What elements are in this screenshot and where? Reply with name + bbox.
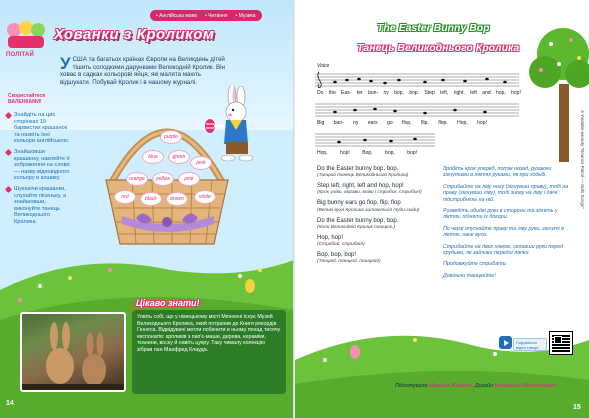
video-link-label[interactable]: Подивіться відео танцю <box>513 338 547 351</box>
lyric-gloss: (Стрибай, стрибай!) <box>317 242 365 248</box>
staff-lyrics-row-1: Do the Eas- ter bun- ny bop, bop. Step left, right, left and hop, hop! <box>317 90 521 96</box>
subject-tags <box>150 10 262 21</box>
list-item: Шукаючи крашанки, слухайте пісеньку, а знайшовши, виконуйте танець Великоднього Кролика. <box>6 186 72 226</box>
dance-step: По черзі опускайте праву та ліву руки, зігнуті в ліктях, наче вуха. <box>443 225 564 239</box>
intro-dropcap: У <box>60 54 71 73</box>
page-title: Хованки з Кроликом <box>54 26 215 43</box>
dance-step: Стрибайте на двох ніжках, склавши руки перед грудьми, як зайчики передні лапки. <box>443 243 564 257</box>
dance-step: Продовжуйте стрибати. <box>443 261 508 268</box>
bullet-icon <box>5 186 12 193</box>
qr-code-icon[interactable] <box>550 332 572 354</box>
song-title-en: The Easter Bunny Bop <box>377 22 490 34</box>
lyric-gloss: (Танцюй, танцюй, танцюй!) <box>317 259 381 265</box>
basket-word-blue: blue <box>142 150 164 164</box>
fact-heading: Цікаво знати! <box>136 298 200 308</box>
right-page <box>295 0 589 418</box>
staff-lyrics-row-3: Hop, hop! Bop, bop, bop! <box>317 150 417 156</box>
source-credit: З Youtube-каналу "Bounce Patrol — Kids Songs" <box>580 110 585 209</box>
intro-text: США та багатьох країнах Європи на Великдень дітей тішить солодкими дарунками Великодній Кролик. Він ховає в садках кольорові яйця, які малята мають відшукати. Побувай Кролик і в нашому журналі. <box>60 56 225 86</box>
dance-step: Розведіть обидві руки в сторони та зігніть у ліктях, підняти їх догори. <box>443 208 558 221</box>
page-number-right: 15 <box>573 404 581 411</box>
lyric-line: Big bunny ears go flop, flip, flop <box>317 200 401 207</box>
song-title-ua: Танець Великоднього Кролика <box>357 42 520 54</box>
lyric-line: Step left, right, left and hop, hop! <box>317 183 404 190</box>
bullet-icon <box>5 112 12 119</box>
magazine-logo-icon <box>4 18 48 52</box>
bunny-figurines-image-icon <box>22 314 126 392</box>
lyrics-english <box>317 166 437 269</box>
tag-english: • Англійська мова <box>156 12 197 19</box>
dance-instructions <box>443 166 573 284</box>
basket-word-black: black <box>140 192 162 206</box>
staff-lyrics-row-2: Big bun- ny ears go flop, flip, flop. Hop, hop! <box>317 120 487 126</box>
basket-word-pink: pink <box>190 156 212 170</box>
logo-subtitle: ПОЛІТАЙ <box>6 52 35 58</box>
basket-word-orange: orange <box>126 172 148 186</box>
green-hills-illustration-right <box>295 300 589 418</box>
voice-label: Voice <box>317 63 330 69</box>
basket-word-yellow: yellow <box>152 172 174 186</box>
basket-word-red: red <box>114 190 136 204</box>
basket-word-purple: purple <box>160 130 182 144</box>
left-page <box>0 0 294 418</box>
list-item: Знайшовши крашанку, наклейте її зображення на слово — назву відповідного кольору в кошику. <box>6 149 72 182</box>
dance-step: Довільно танцюйте! <box>443 272 496 279</box>
basket-word-white: white <box>194 190 216 204</box>
museum-photo <box>20 312 126 392</box>
lyric-line: Bop, bop, bop! <box>317 252 357 259</box>
page-number-left: 14 <box>6 400 14 407</box>
fact-text: Уявіть собі, що у німецькому місті Мюнхені існує Музей Великоднього Кролика, який потрапив до Книги рекордів Гіннеса. Відвідувачі могли побачити в ньому понад тисячу експонатів: кроликів з пап'є-маше, дерева, кераміки, тканини, воску й навіть цукру. Таку чималу колекцію зібрав пан Манфред Клауда. <box>132 310 286 394</box>
tag-reading: • Читання <box>204 12 228 19</box>
lyric-gloss: (Крок уліво, вправо, вліво і стрибок, стрибок!) <box>317 190 422 196</box>
dance-step: Зробіть крок уперед, потім назад, рухаючи зігнутими в ліктях руками, як при ходьбі. <box>443 166 552 179</box>
basket-word-brown: brown <box>166 192 188 206</box>
dance-step: Стрибайте на ліву ногу (зігнувши праву), тоді на праву (зігнувши ліву), тоді знову на ліву і двічі підстрибніть на ній. <box>443 183 569 203</box>
intro-paragraph <box>60 56 230 86</box>
lyric-line: Do the Easter bunny bop, bop. <box>317 166 399 172</box>
instructions-list <box>6 112 72 230</box>
list-item: Знайдіть на цих сторінках 10 барвистих крашанок та назвіть їхні кольори англійською. <box>6 112 72 145</box>
lyric-gloss: (Великі вуха Кролика хитаються туди-сюди) <box>317 207 420 213</box>
basket-word-pink-2: pink <box>178 172 200 186</box>
lyric-line: Do the Easter bunny bop, bop. <box>317 217 399 224</box>
qr-hint: Скористайтеся ВАЛЕНКАМИ! <box>8 93 46 105</box>
authors-credit: Підготувала Марина Жайвич. Дизайн Катерини Вдовиченко <box>395 383 556 389</box>
play-video-icon[interactable] <box>499 336 512 349</box>
lyric-gloss: (Танцюй танець Великоднього Кролика) <box>317 173 409 179</box>
lyric-line: Hop, hop! <box>317 234 344 241</box>
bullet-icon <box>5 149 12 156</box>
basket-word-green: green <box>168 150 190 164</box>
tag-music: • Музика <box>235 12 256 19</box>
lyric-gloss: (Коли Великодній Кролик танцює.) <box>317 224 395 230</box>
